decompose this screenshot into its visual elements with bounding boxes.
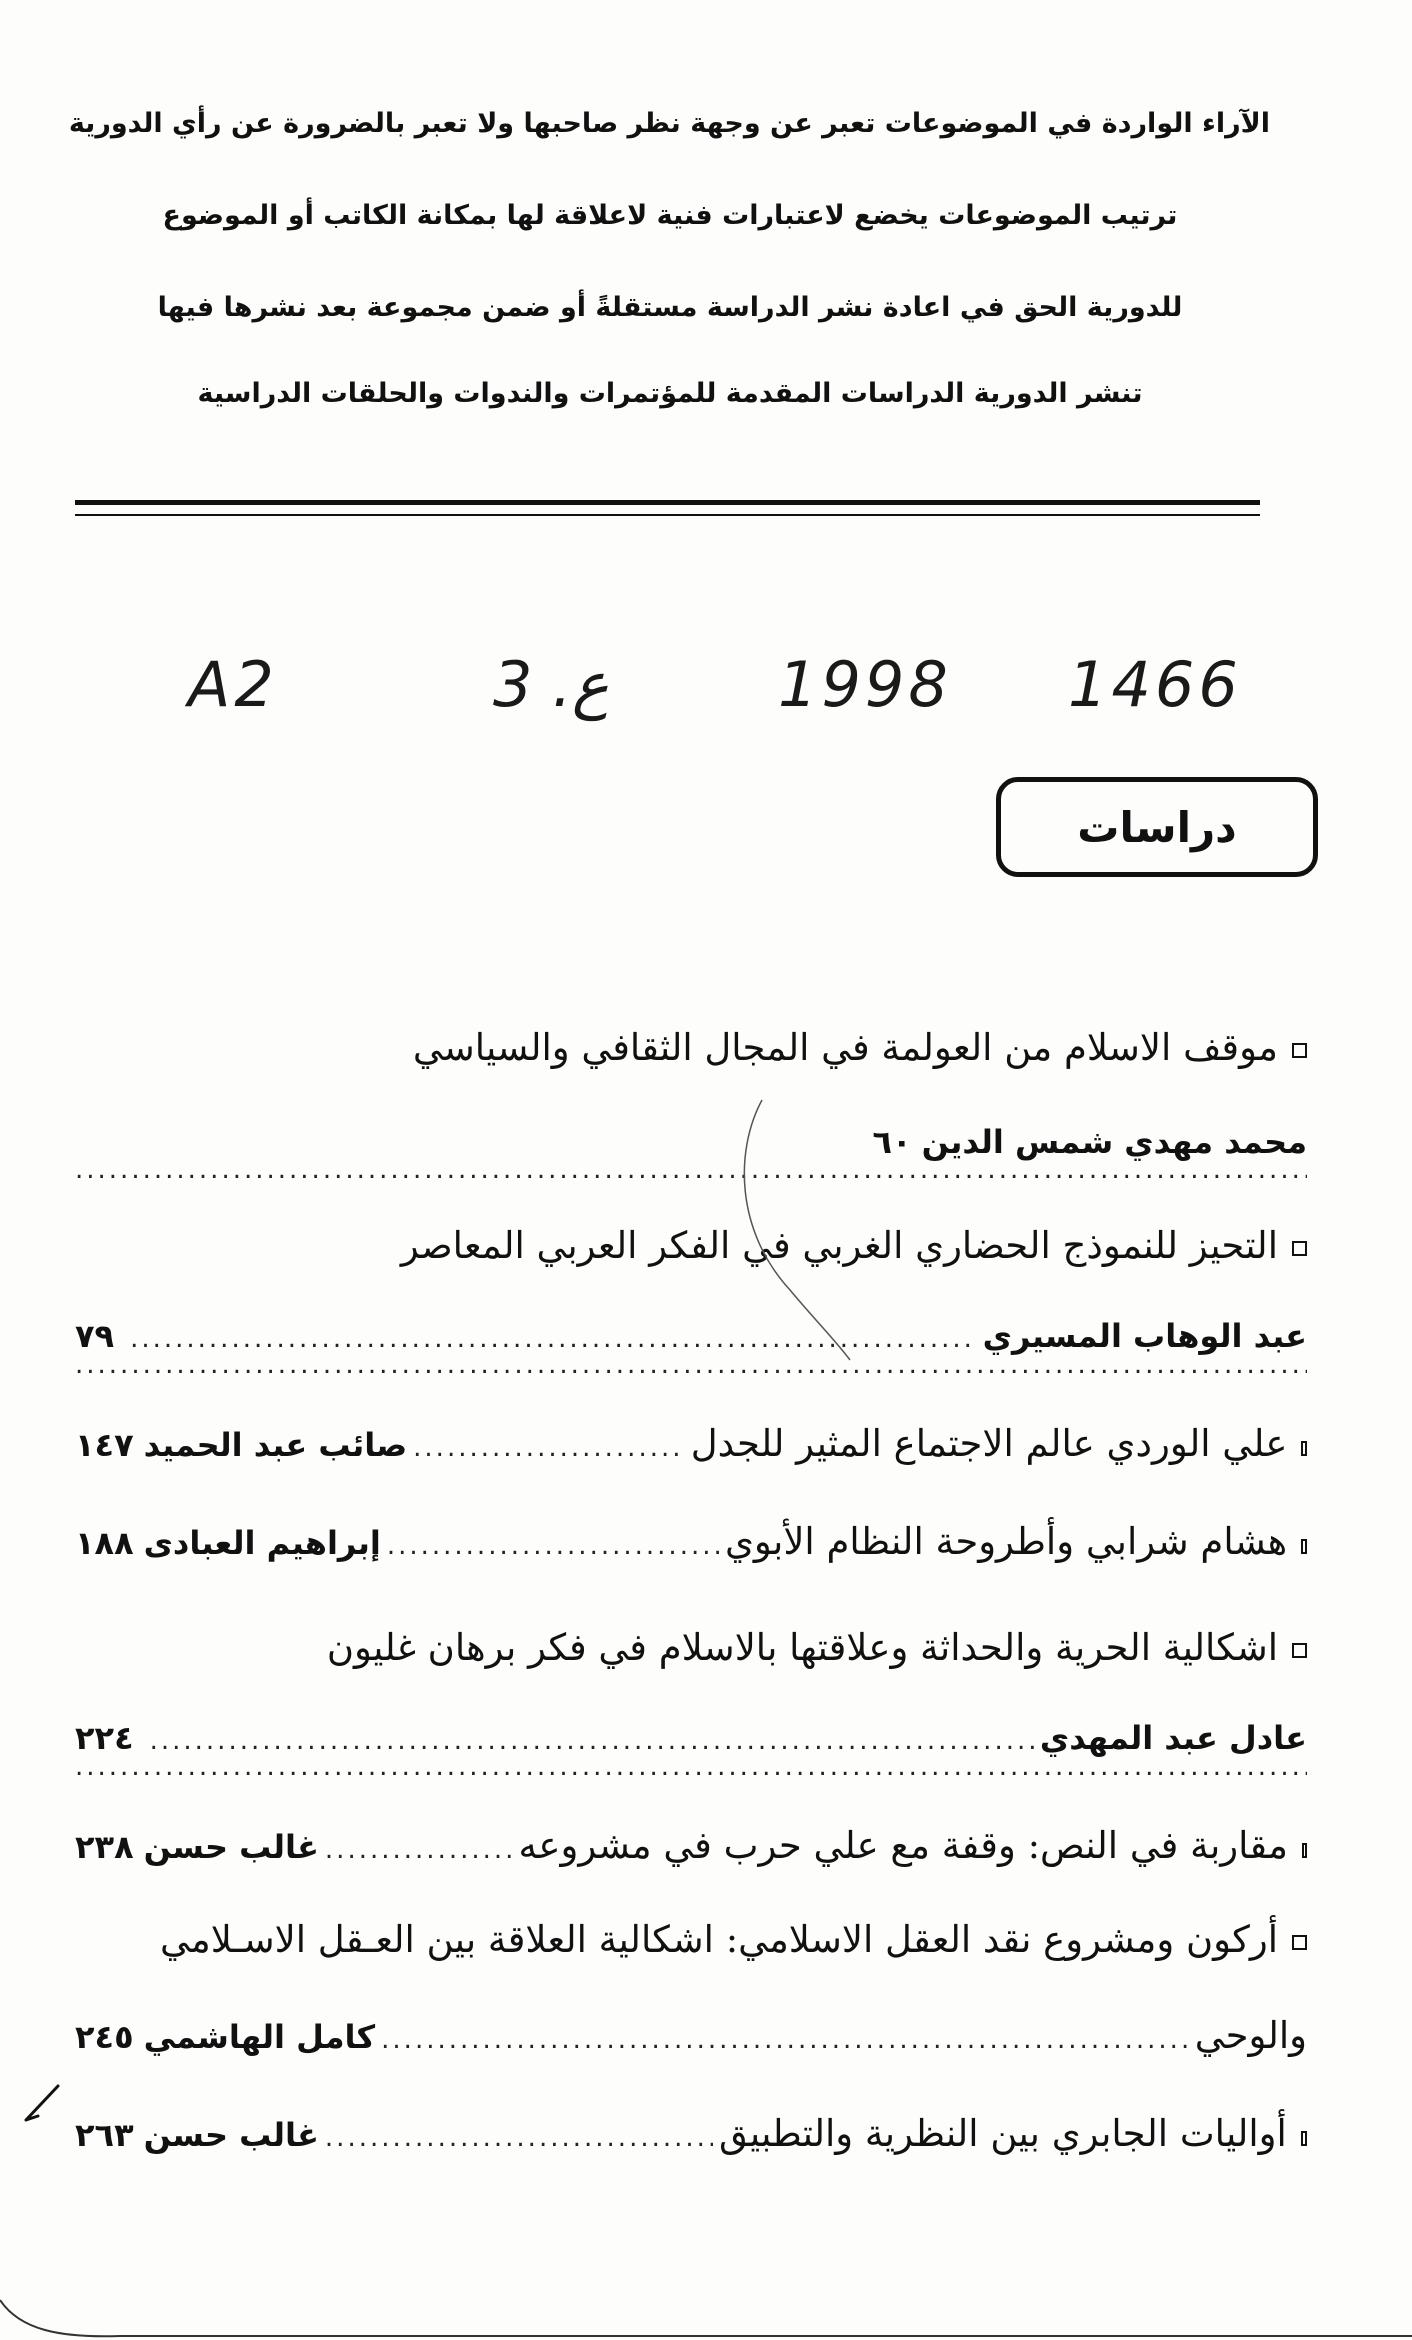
toc-row-4 — [75, 1516, 1307, 1568]
handwritten-year: 1998 — [778, 648, 952, 721]
checkbox-bullet-icon — [1301, 1441, 1307, 1456]
toc-title-text: أركون ومشروع نقد العقل الاسلامي: اشكالية العلاقة بين العـقل الاسـلامي — [160, 1918, 1278, 1961]
toc-title-text: اشكالية الحرية والحداثة وعلاقتها بالاسلام في فكر برهان غليون — [326, 1626, 1278, 1669]
section-title: دراسات — [1077, 802, 1237, 852]
toc-page: ١٤٧ — [75, 1426, 134, 1464]
toc-page: ٧٩ — [75, 1317, 115, 1355]
toc-title-2 — [401, 1220, 1307, 1272]
section-heading-box — [996, 777, 1318, 877]
pen-slash-mark — [20, 2080, 64, 2124]
toc-page: ١٨٨ — [75, 1524, 134, 1562]
notice-line-3: للدورية الحق في اعادة نشر الدراسة مستقلةً أو ضمن مجموعة بعد نشرها فيها — [157, 292, 1183, 323]
handwritten-issue: 3 .ع — [493, 648, 609, 721]
dot-leader — [75, 1752, 1307, 1782]
toc-author: عبد الوهاب المسيري — [982, 1317, 1307, 1355]
handwritten-number: 1466 — [1068, 648, 1242, 721]
dot-leader — [381, 2014, 1189, 2066]
toc-author: كامل الهاشمي — [143, 2018, 376, 2056]
toc-title-text: مقاربة في النص: وقفة مع علي حرب في مشروعه — [518, 1824, 1288, 1867]
handwritten-code: A2 — [188, 648, 278, 721]
checkbox-bullet-icon — [1292, 1043, 1307, 1058]
toc-author-row-7 — [75, 2010, 1307, 2062]
toc-author: صائب عبد الحميد — [143, 1426, 408, 1464]
dot-leader — [325, 1824, 513, 1876]
checkbox-bullet-icon — [1302, 1843, 1307, 1858]
toc-title-text: موقف الاسلام من العولمة في المجال الثقافي والسياسي — [412, 1026, 1278, 1069]
toc-title-7 — [160, 1914, 1307, 1966]
checkbox-bullet-icon — [1301, 2131, 1307, 2146]
toc-author: غالب حسن — [143, 1828, 319, 1866]
dot-leader — [413, 1422, 685, 1474]
toc-title-text: هشام شرابي وأطروحة النظام الأبوي — [724, 1520, 1288, 1563]
toc-title-1 — [413, 1022, 1307, 1074]
notice-line-2: ترتيب الموضوعات يخضع لاعتبارات فنية لاعلاقة لها بمكانة الكاتب أو الموضوع — [162, 200, 1178, 231]
toc-title-text: علي الوردي عالم الاجتماع المثير للجدل — [690, 1422, 1288, 1465]
toc-page: ٦٠ — [872, 1123, 912, 1161]
checkbox-bullet-icon — [1292, 1643, 1307, 1658]
checkbox-bullet-icon — [1301, 1539, 1307, 1554]
checkbox-bullet-icon — [1292, 1241, 1307, 1256]
toc-page: ٢٤٥ — [75, 2018, 134, 2056]
toc-title-continuation: والوحي — [1194, 2014, 1307, 2057]
dot-leader — [75, 1350, 1307, 1380]
dot-leader — [325, 2112, 713, 2164]
toc-title-5 — [327, 1622, 1307, 1674]
toc-row-6 — [75, 1820, 1307, 1872]
checkbox-bullet-icon — [1292, 1935, 1307, 1950]
toc-author: إبراهيم العبادى — [143, 1524, 381, 1562]
notice-line-4: تنشر الدورية الدراسات المقدمة للمؤتمرات والندوات والحلقات الدراسية — [197, 378, 1143, 409]
dot-leader — [75, 1155, 1307, 1185]
dot-leader — [387, 1520, 719, 1572]
toc-row-3 — [75, 1418, 1307, 1470]
toc-page: ٢٦٣ — [75, 2116, 134, 2154]
toc-author: غالب حسن — [143, 2116, 319, 2154]
toc-author: محمد مهدي شمس الدين — [921, 1123, 1307, 1161]
notice-line-1: الآراء الواردة في الموضوعات تعبر عن وجهة نظر صاحبها ولا تعبر بالضرورة عن رأي الدورية — [68, 108, 1270, 139]
toc-page: ٢٢٤ — [75, 1719, 134, 1757]
toc-author: عادل عبد المهدي — [1039, 1719, 1307, 1757]
header-divider-thin — [75, 514, 1260, 516]
toc-page: ٢٣٨ — [75, 1828, 134, 1866]
header-divider-thick — [75, 500, 1260, 505]
toc-title-text: أواليات الجابري بين النظرية والتطبيق — [719, 2112, 1287, 2155]
toc-row-8 — [75, 2108, 1307, 2160]
toc-title-text: التحيز للنموذج الحضاري الغربي في الفكر العربي المعاصر — [400, 1224, 1278, 1267]
